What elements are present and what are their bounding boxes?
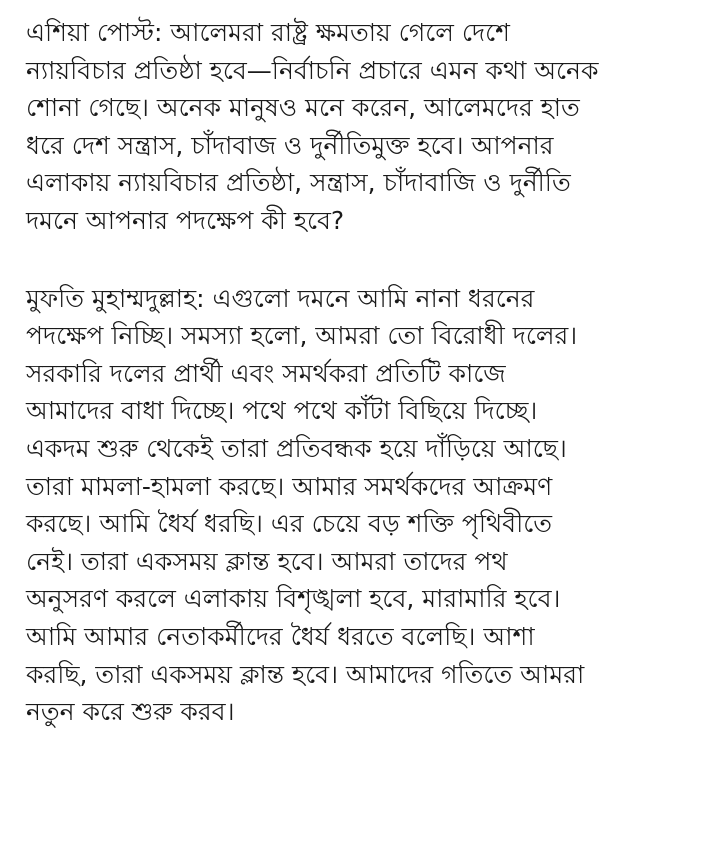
- answer-line: করছি, তারা একসময় ক্লান্ত হবে। আমাদের গতিতে আমরা: [26, 659, 585, 689]
- answer-line: নেই। তারা একসময় ক্লান্ত হবে। আমরা তাদের পথ: [26, 546, 508, 576]
- question-line: এলাকায় ন্যায়বিচার প্রতিষ্ঠা, সন্ত্রাস, চাঁদাবাজি ও দুর্নীতি: [26, 168, 571, 198]
- question-line: ধরে দেশ সন্ত্রাস, চাঁদাবাজ ও দুর্নীতিমুক্ত হবে। আপনার: [26, 130, 554, 160]
- answer-line: করছে। আমি ধৈর্য ধরছি। এর চেয়ে বড় শক্তি পৃথিবীতে: [26, 509, 553, 539]
- question-line: দমনে আপনার পদক্ষেপ কী হবে?: [26, 205, 345, 235]
- answer-line: একদম শুরু থেকেই তারা প্রতিবন্ধক হয়ে দাঁড়িয়ে আছে।: [26, 433, 567, 463]
- answer-line: অনুসরণ করলে এলাকায় বিশৃঙ্খলা হবে, মারামারি হবে।: [26, 584, 561, 614]
- answer-line: নতুন করে শুরু করব।: [26, 697, 235, 727]
- answer-paragraph: [26, 280, 696, 731]
- paragraph-spacer: [26, 240, 696, 280]
- answer-line: আমি আমার নেতাকর্মীদের ধৈর্য ধরতে বলেছি। আশা: [26, 621, 535, 651]
- question-line: এশিয়া পোস্ট: আলেমরা রাষ্ট্র ক্ষমতায় গেলে দেশে: [26, 18, 510, 47]
- answer-line: তারা মামলা-হামলা করছে। আমার সমর্থকদের আক্রমণ: [26, 471, 553, 501]
- question-paragraph: [26, 14, 696, 240]
- answer-line: মুফতি মুহাম্মদুল্লাহ: এগুলো দমনে আমি নানা ধরনের: [26, 283, 535, 313]
- answer-line: সরকারি দলের প্রার্থী এবং সমর্থকরা প্রতিটি কাজে: [26, 358, 506, 388]
- question-line: ন্যায়বিচার প্রতিষ্ঠা হবে—নির্বাচনি প্রচারে এমন কথা অনেক: [26, 55, 599, 85]
- answer-line: পদক্ষেপ নিচ্ছি। সমস্যা হলো, আমরা তো বিরোধী দলের।: [26, 321, 578, 351]
- question-line: শোনা গেছে। অনেক মানুষও মনে করেন, আলেমদের হাত: [26, 93, 580, 123]
- answer-line: আমাদের বাধা দিচ্ছে। পথে পথে কাঁটা বিছিয়ে দিচ্ছে।: [26, 396, 538, 426]
